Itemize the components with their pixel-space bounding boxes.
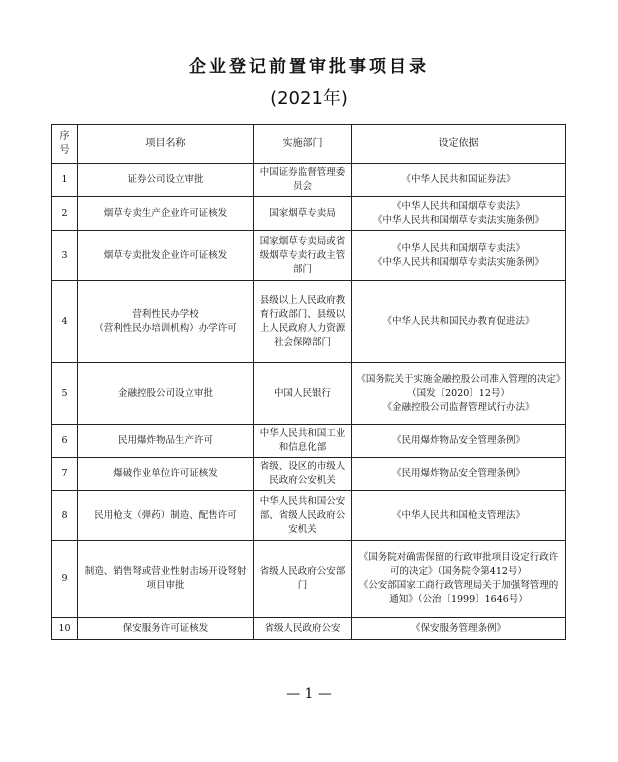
- table-row: [52, 231, 566, 281]
- department-cell: 县级以上人民政府教育行政部门、县级以上人民政府人力资源社会保障部门: [254, 281, 352, 363]
- department-cell: 国家烟草专卖局或省级烟草专卖行政主管部门: [254, 231, 352, 281]
- table-row: [52, 197, 566, 231]
- department-cell: 中国证券监督管理委员会: [254, 164, 352, 197]
- legal-basis-cell: 《中华人民共和国民办教育促进法》: [352, 281, 566, 363]
- legal-basis-cell: 《保安服务管理条例》: [352, 618, 566, 640]
- item-name-cell: 烟草专卖批发企业许可证核发: [78, 231, 254, 281]
- legal-basis-cell: 《中华人民共和国烟草专卖法》 《中华人民共和国烟草专卖法实施条例》: [352, 231, 566, 281]
- table-row: [52, 425, 566, 458]
- item-name-cell: 烟草专卖生产企业许可证核发: [78, 197, 254, 231]
- item-name-cell: 制造、销售弩或营业性射击场开设弩射项目审批: [78, 541, 254, 618]
- legal-basis-cell: 《国务院关于实施金融控股公司准入管理的决定》（国发〔2020〕12号） 《金融控股公司监督管理试行办法》: [352, 363, 566, 425]
- legal-basis-cell: 《中华人民共和国证券法》: [352, 164, 566, 197]
- legal-basis-cell: 《民用爆炸物品安全管理条例》: [352, 425, 566, 458]
- table-body: [52, 164, 566, 640]
- item-name-cell: 保安服务许可证核发: [78, 618, 254, 640]
- item-name-cell: 金融控股公司设立审批: [78, 363, 254, 425]
- department-cell: 省级人民政府公安: [254, 618, 352, 640]
- serial-number-cell: 10: [52, 618, 78, 640]
- legal-basis-cell: 《国务院对确需保留的行政审批项目设定行政许可的决定》（国务院令第412号） 《公安部国家工商行政管理局关于加强弩管理的通知》（公治〔1999〕1646号）: [352, 541, 566, 618]
- table-header-row: [52, 125, 566, 164]
- department-cell: 国家烟草专卖局: [254, 197, 352, 231]
- item-name-cell: 证券公司设立审批: [78, 164, 254, 197]
- table-row: [52, 164, 566, 197]
- table-row: [52, 363, 566, 425]
- table-row: [52, 618, 566, 640]
- header-serial-number: 序号: [52, 125, 78, 164]
- serial-number-cell: 3: [52, 231, 78, 281]
- serial-number-cell: 1: [52, 164, 78, 197]
- department-cell: 省级、设区的市级人民政府公安机关: [254, 458, 352, 491]
- item-name-cell: 爆破作业单位许可证核发: [78, 458, 254, 491]
- serial-number-cell: 4: [52, 281, 78, 363]
- approval-catalog-table: [51, 124, 566, 640]
- table-row: [52, 541, 566, 618]
- table-row: [52, 281, 566, 363]
- serial-number-cell: 2: [52, 197, 78, 231]
- header-item-name: 项目名称: [78, 125, 254, 164]
- header-legal-basis: 设定依据: [352, 125, 566, 164]
- item-name-cell: 营利性民办学校 （营利性民办培训机构）办学许可: [78, 281, 254, 363]
- department-cell: 中华人民共和国公安部、省级人民政府公安机关: [254, 491, 352, 541]
- department-cell: 省级人民政府公安部门: [254, 541, 352, 618]
- item-name-cell: 民用枪支（弹药）制造、配售许可: [78, 491, 254, 541]
- serial-number-cell: 9: [52, 541, 78, 618]
- serial-number-cell: 6: [52, 425, 78, 458]
- page-number: — 1 —: [286, 686, 332, 702]
- table-row: [52, 458, 566, 491]
- department-cell: 中国人民银行: [254, 363, 352, 425]
- header-implementing-department: 实施部门: [254, 125, 352, 164]
- legal-basis-cell: 《中华人民共和国枪支管理法》: [352, 491, 566, 541]
- document-subtitle: (2021年): [270, 88, 348, 109]
- legal-basis-cell: 《民用爆炸物品安全管理条例》: [352, 458, 566, 491]
- legal-basis-cell: 《中华人民共和国烟草专卖法》 《中华人民共和国烟草专卖法实施条例》: [352, 197, 566, 231]
- table-row: [52, 491, 566, 541]
- serial-number-cell: 7: [52, 458, 78, 491]
- item-name-cell: 民用爆炸物品生产许可: [78, 425, 254, 458]
- department-cell: 中华人民共和国工业和信息化部: [254, 425, 352, 458]
- serial-number-cell: 8: [52, 491, 78, 541]
- document-title: 企业登记前置审批事项目录: [189, 57, 429, 77]
- serial-number-cell: 5: [52, 363, 78, 425]
